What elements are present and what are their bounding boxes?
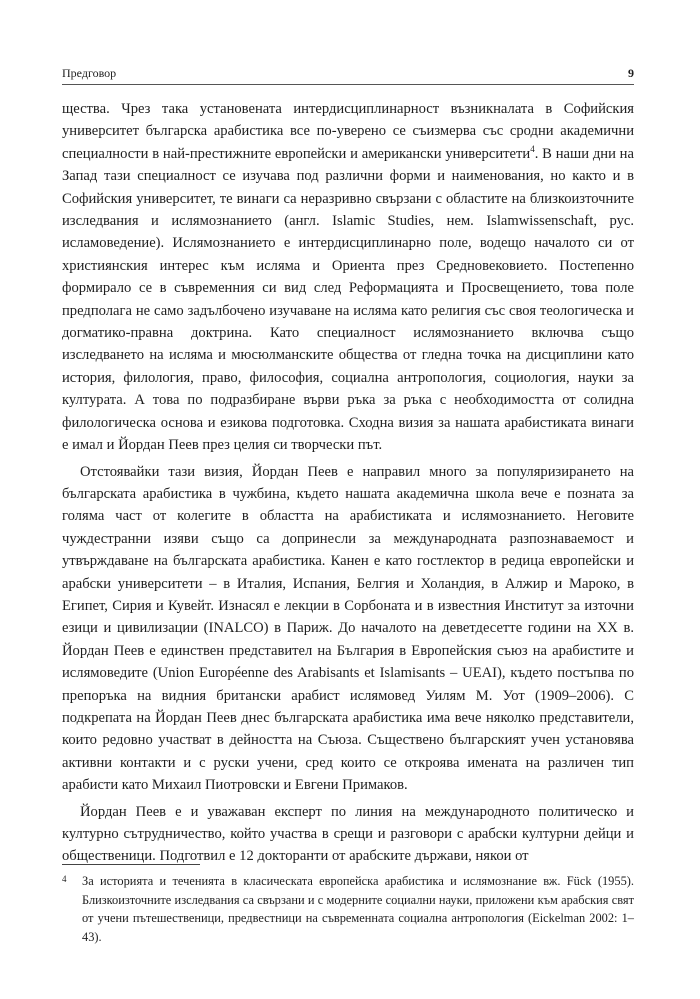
footnote-divider [62,864,200,865]
footnote [62,872,634,946]
body-text [62,98,634,868]
running-header [62,64,634,82]
chapter-title: Предговор [62,66,117,80]
page-number: 9 [628,66,634,80]
paragraph-3: Йордан Пеев е и уважаван експерт по линия на международното политическо и културно сътрудничество, който участва в срещи и разговори с арабски културни дейци и общественици. Подготвил е 12 докторанти от арабските държави, някои от [62,803,634,865]
paragraph-2: Отстоявайки тази визия, Йордан Пеев е направил много за популяризирането на българската арабистика в чужбина, където нашата академична школа вече е позната за голяма част от колегите в областта на арабистиката и ислямознанието. Неговите чуждестранни изяви също са допринесли за международната разпознаваемост и утвърждаване на българската арабистика. Канен е като гостлектор в редица европейски и арабски университети – в Италия, Испания, Белгия и Холандия, в Алжир и Мароко, в Египет, Сирия и Кувейт. Изнасял е лекции в Сорбоната и в известния Институт за източни езици и цивилизации (INALCO) в Париж. До началото на деветдесетте години на XX в. Йордан Пеев е единствен представител на България в Европейския съюз на арабистите и ислямоведите (Union Européenne des Arabisants et Islamisants – UEAI), където постъпва по препоръка на видния британски арабист ислямовед Уилям М. Уот (1909–2006). С подкрепата на Йордан Пеев днес българската арабистика има вече няколко представители, които редовно участват в дейността на Съюза. Съществено българският учен установява активни контакти и с руски учени, сред които се откроява имената на различен тип арабисти като Михаил Пиотровски и Евгени Примаков. [62,463,634,794]
paragraph-1 [62,98,634,457]
footnote-number: 4 [62,874,67,884]
header-divider [62,84,634,85]
footnote-reference: 4 [530,143,535,154]
paragraph-1-text-b: . В наши дни на Запад тази специалност се изучава под различни форми и наименования, но както и в Софийския университет, те винаги са неразривно свързани с областите на близкоизточните изследвания и ислямознанието (англ. Islamic Studies, нем. Islamwissenschaft, рус. исламоведение). Ислямознанието е интердисциплинарно поле, водещо началото си от християнския интерес към исляма и Ориента през Средновековието. Постепенно формирало се в съвременния си вид след Реформацията и Просвещението, това поле предполага не само задълбочено изучаване на исляма като религия със своя теологическа и догматико-правна доктрина. Като специалност ислямознанието включва също изследването на исляма и мюсюлманските общества от гледна точка на дисциплини като история, филология, право, философия, социална антропология, социология, науки за културата. А това по подразбиране върви ръка за ръка с необходимостта от солидна филологическа основа и езикова подготовка. Сходна визия за нашата арабистиката винаги е имал и Йордан Пеев през целия си творчески път. [62,145,634,454]
paragraph-1-text-a: щества. Чрез така установената интердисциплинарност възникналата в Софийския университет българска арабистика все по-уверено се съизмерва със сродни академични специалности в най-престижните европейски и американски университети [62,101,634,162]
footnote-text: За историята и теченията в класическата европейска арабистика и ислямознание вж. Fück (1955). Близкоизточните изследвания са свързани и с модерните социални науки, приложени към арабския свят от учени пътешественици, предвестници на съвременната социална антропология (Eickelman 2002: 1–43). [82,874,634,944]
